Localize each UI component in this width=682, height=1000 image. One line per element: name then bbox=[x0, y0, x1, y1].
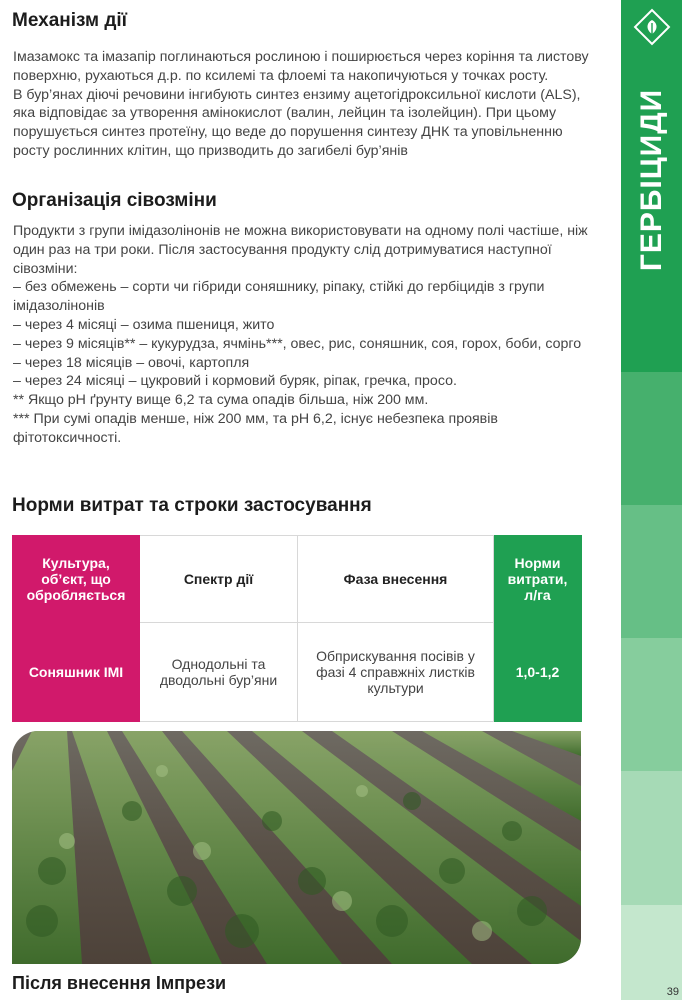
cell-rate: 1,0-1,2 bbox=[494, 623, 582, 722]
photo-caption: Після внесення Імпрези bbox=[12, 973, 227, 993]
norms-heading: Норми витрат та строки застосування bbox=[12, 495, 372, 516]
leaf-logo-icon bbox=[633, 8, 671, 46]
rotation-line: – без обмежень – сорти чи гібриди соняшнику, ріпаку, стійкі до гербіцидів з групи імідазолінонів bbox=[13, 279, 545, 315]
table-row bbox=[13, 623, 582, 722]
norms-table bbox=[12, 535, 582, 722]
field-photo bbox=[12, 731, 581, 964]
sidebar-stripe bbox=[621, 638, 682, 771]
rotation-text bbox=[13, 222, 593, 448]
cell-spectrum: Однодольні та дводольні бур’яни bbox=[140, 623, 298, 722]
header-spectrum: Спектр дії bbox=[140, 536, 298, 623]
rotation-heading: Організація сівозміни bbox=[12, 190, 217, 211]
sidebar-stripe bbox=[621, 505, 682, 638]
mechanism-text bbox=[13, 48, 593, 161]
table-header-row bbox=[13, 536, 582, 623]
mechanism-paragraph: Імазамокс та імазапір поглинаються рослиною і поширюється через коріння та листову поверхню, рухаються д.р. по ксилемі та флоемі та накопичуються у точках росту. bbox=[13, 49, 589, 84]
rotation-line: – через 24 місяці – цукровий і кормовий буряк, ріпак, гречка, просо. bbox=[13, 373, 457, 390]
cell-phase: Обприскування посівів у фазі 4 справжніх листків культури bbox=[298, 623, 494, 722]
mechanism-heading: Механізм дії bbox=[12, 10, 128, 31]
sidebar-title: ГЕРБІЦИДИ bbox=[634, 88, 668, 272]
rotation-footnote: *** При сумі опадів менше, ніж 200 мм, та pH 6,2, існує небезпека проявів фітотоксичності. bbox=[13, 410, 498, 446]
rotation-footnote: ** Якщо pH ґрунту вище 6,2 та сума опадів більша, ніж 200 мм. bbox=[13, 392, 429, 409]
header-rate: Норми витрати, л/га bbox=[494, 536, 582, 623]
category-sidebar bbox=[621, 0, 682, 1000]
sidebar-title-block bbox=[621, 0, 682, 372]
page-number: 39 bbox=[666, 986, 679, 998]
sidebar-stripe bbox=[621, 372, 682, 505]
rotation-line: – через 18 місяців – овочі, картопля bbox=[13, 354, 250, 371]
mechanism-paragraph: В бур’янах діючі речовини інгибують синтез ензиму ацетогідроксильної кислоти (ALS), яка відповідає за утворення амінокислот (валин, лейцин та ізолейцин). При цьому порушується синтез протеїну, що веде до порушення синтезу ДНК та уповільненню росту рослинних клітин, що призводить до загибелі бур’янів bbox=[13, 86, 581, 159]
cell-crop: Соняшник IMI bbox=[13, 623, 140, 722]
header-crop: Культура, об’єкт, що обробляється bbox=[13, 536, 140, 623]
header-phase: Фаза внесення bbox=[298, 536, 494, 623]
sidebar-stripe bbox=[621, 771, 682, 905]
rotation-line: Продукти з групи імідазолінонів не можна використовувати на одному полі частіше, ніж один раз на три роки. Після застосування продукту слід дотримуватися наступної сівозміни: bbox=[13, 223, 588, 277]
rotation-line: – через 4 місяці – озима пшениця, жито bbox=[13, 316, 275, 333]
rotation-line: – через 9 місяців** – кукурудза, ячмінь***, овес, рис, соняшник, соя, горох, боби, сорго bbox=[13, 335, 582, 352]
